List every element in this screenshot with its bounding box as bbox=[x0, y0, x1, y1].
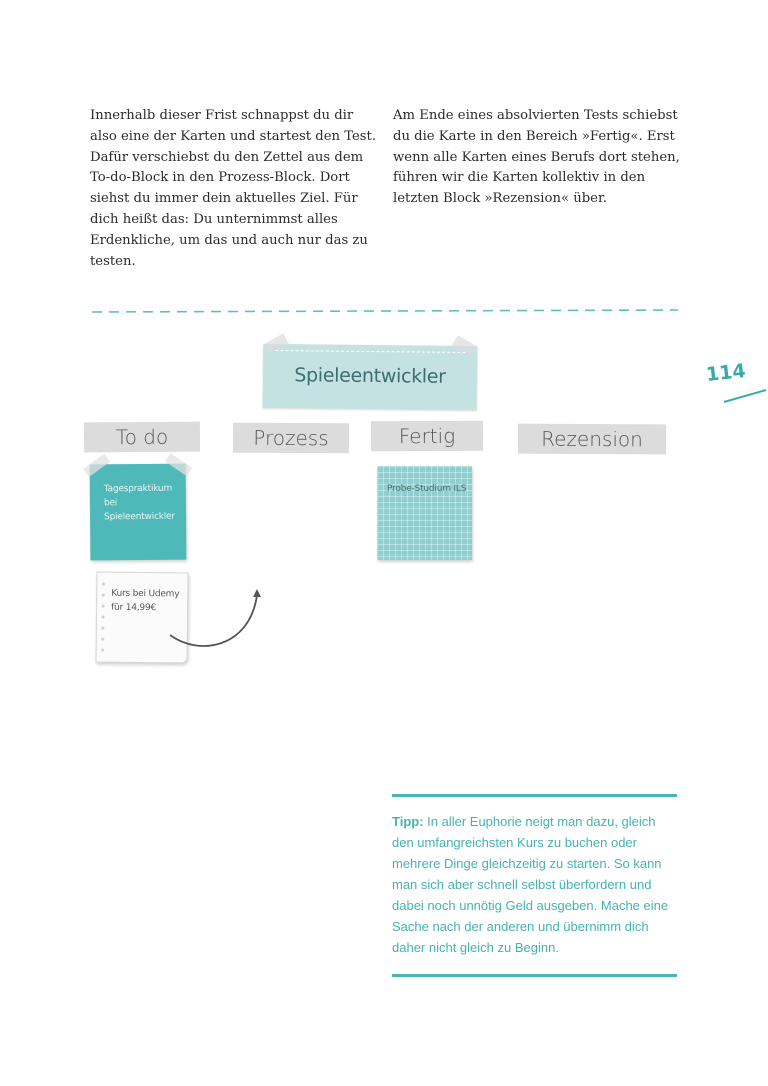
fertig-card[interactable] bbox=[377, 466, 472, 560]
board-title: Spieleentwickler bbox=[294, 364, 446, 388]
notebook-holes bbox=[100, 579, 107, 658]
board-title-card bbox=[263, 344, 478, 410]
todo-card-text: Tagespraktikum bei Spieleentwickler bbox=[103, 483, 175, 523]
body-text-right: Am Ende eines absolvierten Tests schiebst du die Karte in den Bereich »Fertig«. Erst wenn alle Karten eines Berufs dort stehen, führen wir die Karten kollektiv in den letzten Block »Rezension« über. bbox=[393, 108, 680, 207]
column-header-fertig: Fertig bbox=[371, 421, 483, 452]
page-number-underline bbox=[722, 382, 768, 404]
column-header-prozess: Prozess bbox=[233, 423, 349, 454]
move-arrow-icon bbox=[160, 585, 270, 655]
tip-text: In aller Euphorie neigt man dazu, gleich den umfangreichsten Kurs zu buchen oder mehrere Dinge gleichzeitig zu starten. So kann man sich aber schnell selbst überfordern und dabei noch unnötig Geld ausgeben. Mache eine Sache nach der anderen und übernimm dich daher nicht gleich zu Beginn. bbox=[392, 814, 669, 955]
column-header-rezension: Rezension bbox=[518, 424, 666, 455]
tip-label: Tipp: bbox=[392, 814, 424, 829]
todo-card[interactable] bbox=[90, 464, 187, 561]
todo-note-text: Kurs bei Udemy für 14,99€ bbox=[111, 588, 180, 614]
fertig-card-text: Probe-Studium ILS bbox=[387, 484, 467, 494]
dashed-divider bbox=[90, 300, 680, 320]
page-number: 114 bbox=[704, 359, 747, 387]
tip-box bbox=[392, 794, 677, 977]
column-header-todo: To do bbox=[84, 422, 200, 453]
body-text-left: Innerhalb dieser Frist schnappst du dir also eine der Karten und startest den Test. Dafür verschiebst du den Zettel aus dem To-do-Block in den Prozess-Block. Dort siehst du immer dein aktuelles Ziel. Für dich heißt das: Du unternimmst alles Erdenkliche, um das und auch nur das zu testen. bbox=[90, 108, 377, 269]
